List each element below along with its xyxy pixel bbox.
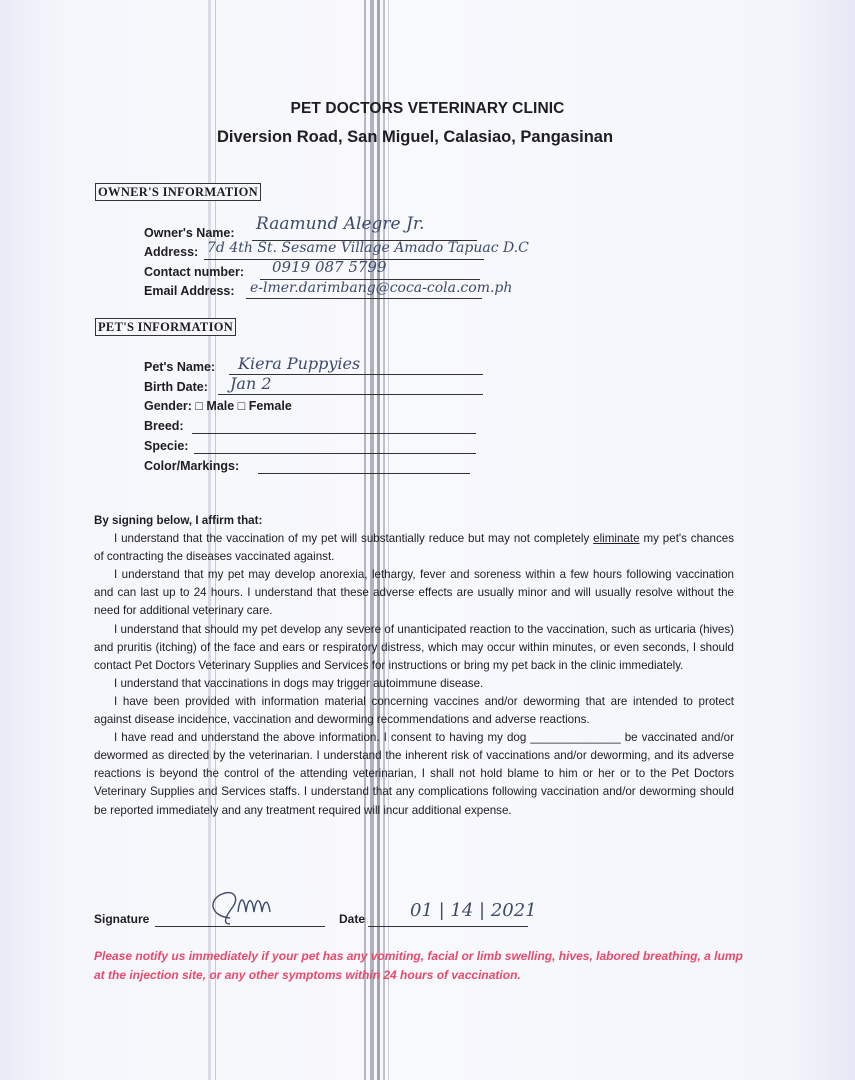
- specie-line: [194, 453, 476, 454]
- clinic-name: PET DOCTORS VETERINARY CLINIC: [290, 100, 565, 117]
- agreement-paragraph-2: I understand that my pet may develop anorexia, lethargy, fever and soreness within a few hours following vaccination and can last up to 24 hours. I understand that these adverse effects are usually minor and will usually resolve without the need for additional veterinary care.: [94, 568, 734, 618]
- address-label: Address:: [144, 245, 199, 259]
- owner-name-label: Owner's Name:: [144, 226, 235, 240]
- pet-section-heading: PET'S INFORMATION: [95, 318, 236, 336]
- email-line: [246, 298, 482, 299]
- birth-date-line: [218, 394, 483, 395]
- agreement-paragraph-1: [94, 530, 734, 566]
- pet-name-label: Pet's Name:: [144, 360, 216, 374]
- email-value: e-lmer.darimbang@coca-cola.com.ph: [250, 280, 513, 296]
- signature-label: Signature: [94, 912, 150, 926]
- birth-date-label: Birth Date:: [144, 380, 208, 394]
- agreement-lead: By signing below, I affirm that:: [94, 514, 263, 527]
- breed-line: [192, 433, 476, 434]
- email-label: Email Address:: [144, 284, 235, 298]
- color-markings-line: [258, 473, 470, 474]
- date-line: [368, 926, 528, 927]
- address-value: 7d 4th St. Sesame Village Amado Tapuac D.C: [207, 240, 529, 256]
- agreement-paragraph-6: I have read and understand the above information. I consent to having my dog ______________ be vaccinated and/or dewormed as directed by the veterinarian. I understand the inherent risk of vaccinations and/or deworming, and its adverse reactions is beyond the control of the attending veterinarian, I shall not hold blame to him or her or to the Pet Doctors Veterinary Supplies and Services staffs. I understand that any complications following vaccination and/or deworming should be reported immediately and any treatment required will incur additional expense.: [94, 731, 734, 817]
- date-label: Date: [339, 912, 366, 926]
- owner-name-value: Raamund Alegre Jr.: [256, 214, 425, 234]
- agreement-p1-start: I understand that the vaccination of my pet will substantially reduce but may not completely: [114, 532, 594, 546]
- breed-label: Breed:: [144, 419, 184, 433]
- agreement-paragraph-5: I have been provided with information material concerning vaccines and/or deworming that are intended to protect against disease incidence, vaccination and deworming recommendations and adverse reactions.: [94, 694, 734, 727]
- handwritten-signature: [200, 886, 290, 930]
- agreement-text: [94, 512, 734, 820]
- gender-options: Gender: □ Male □ Female: [144, 399, 292, 413]
- owner-section-heading: OWNER'S INFORMATION: [95, 183, 261, 201]
- agreement-paragraph-3: I understand that should my pet develop any severe of unanticipated reaction to the vaccination, such as urticaria (hives) and pruritis (itching) of the face and ears or respiratory distress, which may occur within minutes, or even seconds, I should contact Pet Doctors Veterinary Supplies and Services for instructions or bring my pet back in the clinic immediately.: [94, 622, 734, 672]
- birth-date-value: Jan 2: [230, 374, 272, 393]
- agreement-paragraph-4: I understand that vaccinations in dogs may trigger autoimmune disease.: [114, 676, 484, 690]
- contact-value: 0919 087 5799: [272, 258, 387, 276]
- specie-label: Specie:: [144, 439, 189, 453]
- pet-name-value: Kiera Puppyies: [238, 354, 361, 373]
- clinic-address: Diversion Road, San Miguel, Calasiao, Pangasinan: [216, 128, 614, 146]
- agreement-p1-end: my pet's chances of contracting the diseases vaccinated against.: [94, 532, 734, 564]
- vaccination-notice: Please notify us immediately if your pet has any vomiting, facial or limb swelling, hives, labored breathing, a lump at the injection site, or any other symptoms within 24 hours of vaccination.: [94, 949, 743, 982]
- contact-label: Contact number:: [144, 265, 244, 279]
- agreement-p1-underlined: eliminate: [593, 532, 640, 546]
- date-value: 01 | 14 | 2021: [410, 900, 537, 921]
- color-markings-label: Color/Markings:: [144, 459, 240, 473]
